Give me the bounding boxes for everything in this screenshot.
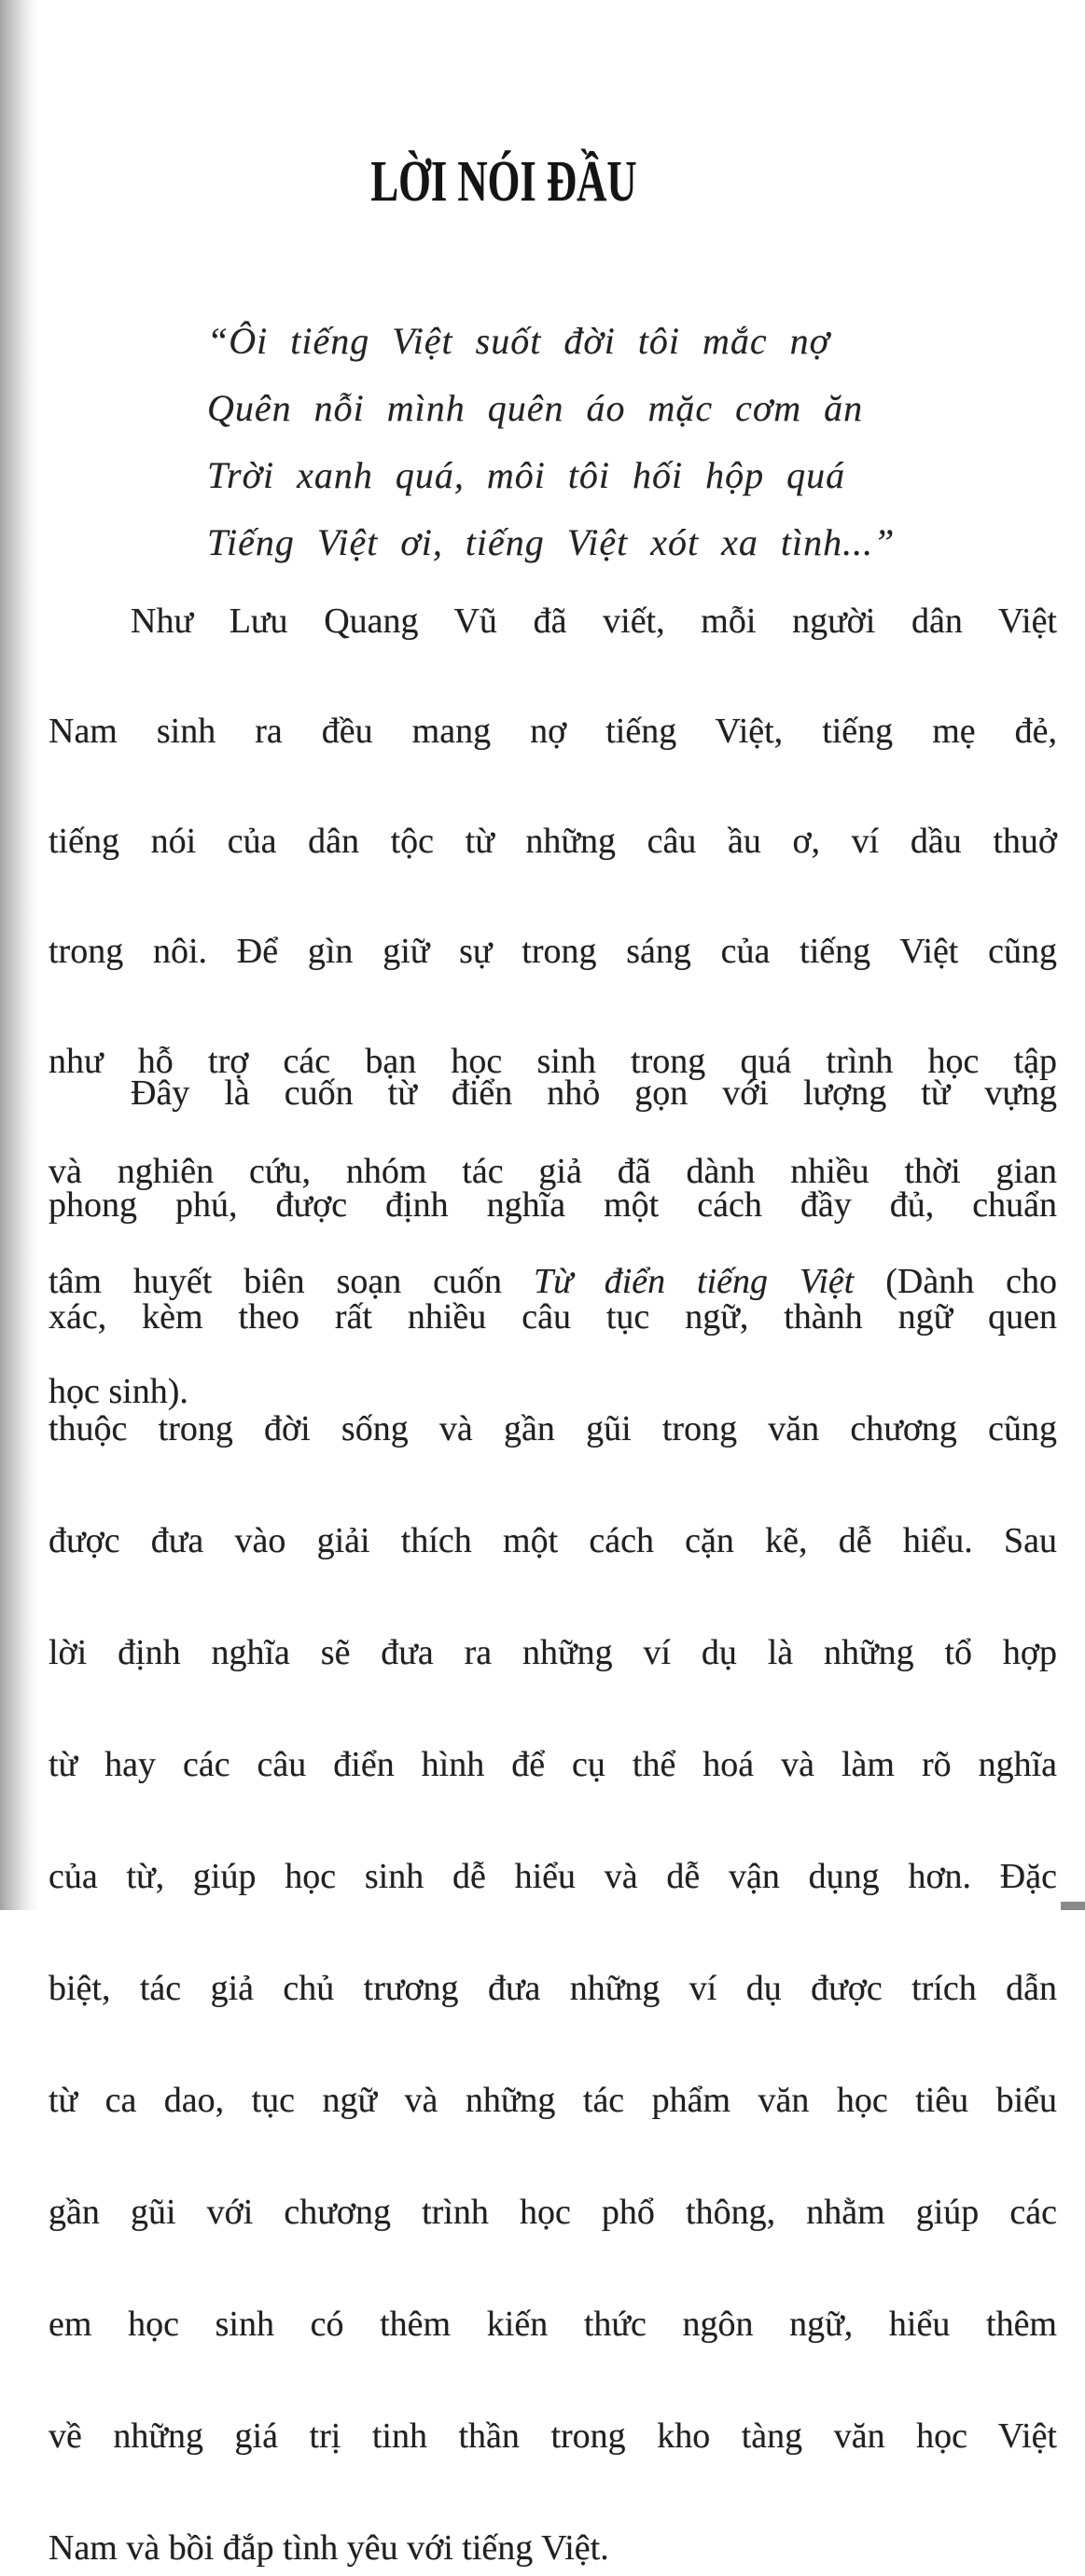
text-line: trong nôi. Để gìn giữ sự trong sáng của tiếng Việt cũng <box>49 932 1057 971</box>
text-line: Đây là cuốn từ điển nhỏ gọn với lượng từ vựng <box>131 1073 1057 1113</box>
text-line: tiếng nói của dân tộc từ những câu ầu ơ, ví dầu thuở <box>49 822 1057 861</box>
poem-line: Trời xanh quá, môi tôi hối hộp quá <box>207 454 846 496</box>
text-line: về những giá trị tinh thần trong kho tàng văn học Việt <box>49 2417 1057 2456</box>
text-line: như hỗ trợ các bạn học sinh trong quá trình học tập <box>49 1042 1057 1081</box>
paragraph-2 <box>49 1065 1057 2576</box>
text-line: phong phú, được định nghĩa một cách đầy đủ, chuẩn <box>49 1185 1057 1225</box>
poem-block <box>207 308 895 576</box>
text-line: của từ, giúp học sinh dễ hiểu và dễ vận dụng hơn. Đặc <box>49 1857 1057 1896</box>
poem-line: “Ôi tiếng Việt suốt đời tôi mắc nợ <box>207 320 831 362</box>
scan-corner-mark <box>1061 1902 1085 1910</box>
poem-line: Quên nỗi mình quên áo mặc cơm ăn <box>207 387 864 429</box>
text-line: Như Lưu Quang Vũ đã viết, mỗi người dân Việt <box>131 602 1057 641</box>
text-segment: tâm huyết biên soạn cuốn <box>49 1262 534 1301</box>
book-title-italic: Từ điển tiếng Việt <box>533 1262 855 1301</box>
text-line: em học sinh có thêm kiến thức ngôn ngữ, hiểu thêm <box>49 2305 1057 2344</box>
text-line: được đưa vào giải thích một cách cặn kẽ, dễ hiểu. Sau <box>49 1521 1057 1560</box>
text-line: và nghiên cứu, nhóm tác giả đã dành nhiều thời gian <box>49 1152 1057 1191</box>
text-line: xác, kèm theo rất nhiều câu tục ngữ, thành ngữ quen <box>49 1297 1057 1336</box>
text-segment: (Dành cho <box>854 1262 1057 1301</box>
page-title: LỜI NÓI ĐẦU <box>370 150 637 214</box>
text-line: lời định nghĩa sẽ đưa ra những ví dụ là những tổ hợp <box>49 1633 1057 1672</box>
text-line: gần gũi với chương trình học phổ thông, nhằm giúp các <box>49 2193 1057 2232</box>
poem-line: Tiếng Việt ơi, tiếng Việt xót xa tình...” <box>207 521 896 563</box>
page-spine-shadow <box>0 0 41 1910</box>
text-line: thuộc trong đời sống và gần gũi trong văn chương cũng <box>49 1409 1057 1448</box>
text-line: Nam và bồi đắp tình yêu với tiếng Việt. <box>49 2528 609 2568</box>
text-line: từ ca dao, tục ngữ và những tác phẩm văn học tiêu biểu <box>49 2081 1057 2120</box>
text-line: từ hay các câu điển hình để cụ thể hoá và làm rõ nghĩa <box>49 1745 1057 1784</box>
text-line: học sinh). <box>49 1372 188 1411</box>
text-line: biệt, tác giả chủ trương đưa những ví dụ được trích dẫn <box>49 1969 1057 2008</box>
text-line: Nam sinh ra đều mang nợ tiếng Việt, tiếng mẹ đẻ, <box>49 712 1057 751</box>
